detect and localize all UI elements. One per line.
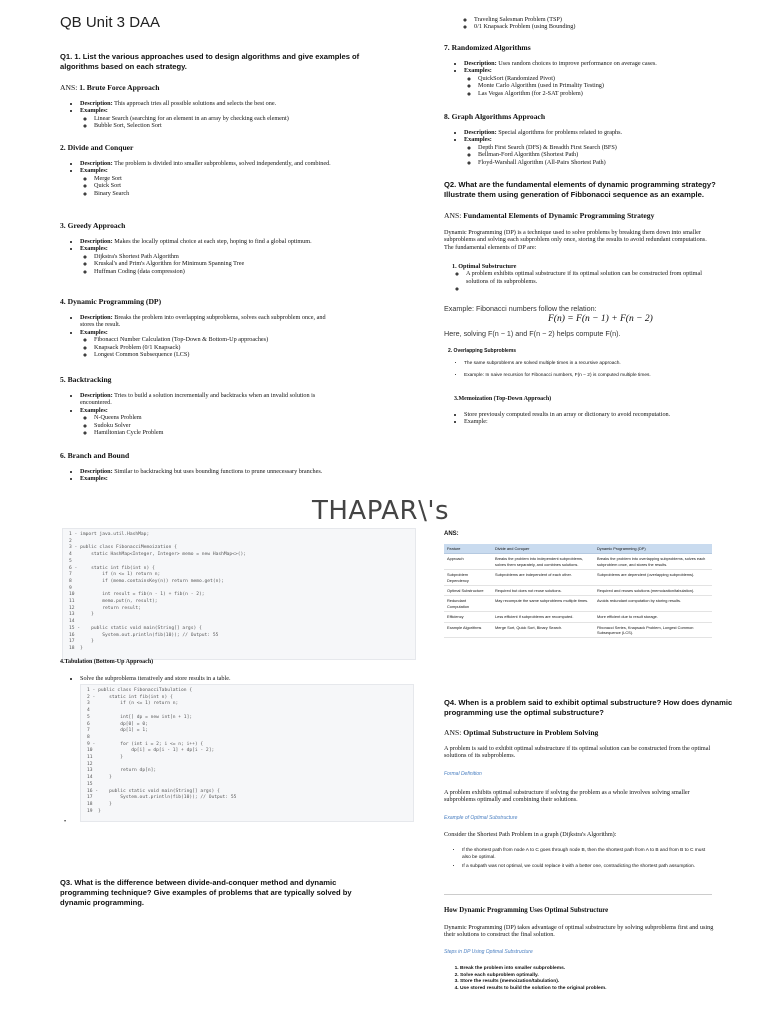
table-header: Feature [444, 544, 492, 554]
q3-question: Q3. What is the difference between divide-and-conquer method and dynamic programming technique? Give examples of problems that are typically solved by dynamic programming. [60, 878, 352, 907]
comparison-table [444, 544, 712, 638]
steps-link[interactable]: Steps in DP Using Optimal Substructure [444, 949, 533, 955]
dp-element-optimal-substructure: 1. Optimal Substructure ◦ A problem exhibits optimal substructure if its optimal solution can be constructed from optimal solutions of its subproblems. ◦ [452, 263, 712, 293]
section-divide-conquer: • Description: The problem is divided into smaller subproblems, solved independently, and combined. • Examples: ◦ Merge Sort ◦ Quick Sort ◦ Binary Search [64, 160, 334, 197]
code-line: 11 } [87, 755, 123, 761]
table-cell: Avoids redundant computation by storing results. [594, 596, 712, 612]
table-cell: Example Algorithms [444, 622, 492, 638]
code-line: 6 dp[0] = 0; [87, 721, 148, 727]
table-cell: Merge Sort, Quick Sort, Binary Search. [492, 622, 594, 638]
code-line: 11 memo.put(n, result); [69, 599, 158, 605]
code-line: 5 [69, 558, 72, 564]
divider [444, 894, 712, 895]
code-line: 9 [69, 585, 72, 591]
table-header: Divide and Conquer [492, 544, 594, 554]
table-cell: Less efficient if subproblems are recomputed. [492, 612, 594, 622]
code-line: 14 } [87, 775, 112, 781]
code-line: 7 if (n <= 1) return n; [69, 572, 161, 578]
code-line: 15 - public static void main(String[] args) { [69, 625, 202, 631]
table-row [444, 596, 712, 612]
empty-bullet: • [64, 819, 67, 825]
formal-definition-link[interactable]: Formal Definition [444, 771, 482, 777]
tabulation-title: 4.Tabulation (Bottom-Up Approach) [60, 659, 154, 665]
code-block-tabulation [80, 684, 414, 822]
code-line: 10 dp[i] = dp[i - 1] + dp[i - 2]; [87, 748, 215, 754]
section-title-branch-bound: 6. Branch and Bound [60, 451, 130, 460]
table-cell: Subproblems are dependent (overlapping subproblems). [594, 570, 712, 586]
code-line: 4 [87, 708, 90, 714]
code-line: 4 static HashMap<Integer, Integer> memo = new HashMap<>(); [69, 552, 247, 558]
code-line: 8 if (memo.containsKey(n)) return memo.get(n); [69, 578, 224, 584]
code-line: 9 - for (int i = 2; i <= n; i++) { [87, 741, 204, 747]
fib-formula: F(n) = F(n − 1) + F(n − 2) [548, 314, 653, 324]
table-header: Dynamic Programming (DP) [594, 544, 712, 554]
code-line: 3 if (n <= 1) return n; [87, 701, 179, 707]
section-greedy: • Description: Makes the locally optimal choice at each step, hoping to find a global optimum. • Examples: ◦ Dijkstra's Shortest Path Algorithm ◦ Kruskal's and Prim's Algorithm for Minimum Spanning Tree ◦ Huffman Coding (data compression) [64, 238, 334, 275]
table-cell: Breaks the problem into independent subproblems, solves them separately, and combines solutions. [492, 554, 594, 570]
q4-answer-heading: ANS: Optimal Substructure in Problem Solving [444, 728, 599, 737]
q2-answer-heading: ANS: Fundamental Elements of Dynamic Programming Strategy [444, 211, 655, 220]
dp-element-overlapping-title: 2. Overlapping Subproblems [448, 348, 517, 354]
dp-element-memoization: • Store previously computed results in an array or dictionary to avoid recomputation. • Example: [448, 411, 718, 426]
code-line: 16 System.out.println(fib(10)); // Output: 55 [69, 632, 219, 638]
code-line: 7 dp[1] = 1; [87, 728, 148, 734]
code-line: 8 [87, 734, 90, 740]
code-line: 13 } [69, 612, 94, 618]
code-line: 5 int[] dp = new int[n + 1]; [87, 714, 193, 720]
q1-question: Q1. 1. List the various approaches used to design algorithms and give examples of algorithms based on each strategy. [60, 52, 360, 71]
table-cell: Subproblems are independent of each other. [492, 570, 594, 586]
table-cell: Efficiency [444, 612, 492, 622]
table-row [444, 612, 712, 622]
q4-question: Q4. When is a problem said to exhibit optimal substructure? How does dynamic programming use the optimal substructure? [444, 698, 733, 717]
code-line: 6 - static int fib(int n) { [69, 565, 155, 571]
q4-bullets: • If the shortest path from node A to C goes through node B, then the shortest path from A to B and from B to C must also be optimal. • If a subpath was not optimal, we could replace it with a better one, contradicting the shortest path assumption. [452, 847, 714, 870]
table-cell: May recompute the same subproblems multiple times. [492, 596, 594, 612]
steps-list: 1. Break the problem into smaller subproblems. 2. Solve each subproblem optimally. 3. Store the results (memoization/tabulation). 4. Use stored results to build the solution to the original problem. [448, 966, 718, 992]
section-title-graph: 8. Graph Algorithms Approach [444, 112, 546, 121]
fib-example-line: Example: Fibonacci numbers follow the relation: [444, 304, 597, 313]
section-brute-force: • Description: This approach tries all possible solutions and selects the best one. • Examples: ◦ Linear Search (searching for an element in an array by checking each element) ◦ Bubble Sort, Selection Sort [64, 100, 364, 130]
table-header-row [444, 544, 712, 554]
code-line: 15 [87, 781, 93, 787]
code-line: 18 } [87, 801, 112, 807]
code-line: 12 [87, 761, 93, 767]
section-graph: • Description: Special algorithms for problems related to graphs. • Examples: ◦ Depth First Search (DFS) & Breadth First Search (BFS) ◦ Bellman-Ford Algorithm (Shortest Path) ◦ Floyd-Warshall Algorithm (All-Pairs Shortest Path) [448, 129, 718, 166]
table-cell: Subproblem Dependency [444, 570, 492, 586]
how-dp-title: How Dynamic Programming Uses Optimal Substructure [444, 907, 609, 914]
q4-paragraph-3: Consider the Shortest Path Problem in a graph (Dijkstra's Algorithm): [444, 831, 617, 838]
code-line: 17 } [69, 639, 94, 645]
dp-element-memoization-title: 3.Memoization (Top-Down Approach) [454, 396, 552, 402]
tabulation-bullet: • Solve the subproblems iteratively and store results in a table. [64, 675, 364, 682]
q3-answer-label: ANS: [444, 531, 459, 537]
q2-intro: Dynamic Programming (DP) is a technique used to solve problems by breaking them down into smaller subproblems and solving each subproblem only once, storing the results to avoid redundant computations. The fundamental elements of DP are: [444, 229, 707, 251]
code-line: 1 - public class FibonacciTabulation { [87, 688, 193, 693]
watermark: THAPAR\'s [312, 496, 450, 526]
code-line: 1 - import java.util.HashMap; [69, 532, 150, 537]
code-line: 12 return result; [69, 605, 141, 611]
q1-answer-heading: ANS: 1. Brute Force Approach [60, 83, 160, 92]
code-line: 2 [69, 538, 72, 544]
table-cell: Fibonacci Series, Knapsack Problem, Longest Common Subsequence (LCS). [594, 622, 712, 638]
table-cell: Required and reuses solutions (memoization/tabulation). [594, 586, 712, 596]
table-cell: Breaks the problem into overlapping subproblems, solves each subproblem once, and stores the results. [594, 554, 712, 570]
table-cell: Redundant Computation [444, 596, 492, 612]
section-backtracking: • Description: Tries to build a solution incrementally and backtracks when an invalid solution is encountered. • Examples: ◦ N-Queens Problem ◦ Sudoku Solver ◦ Hamiltonian Cycle Problem [64, 392, 334, 436]
table-row [444, 570, 712, 586]
code-line: 19 } [87, 808, 101, 814]
table-row [444, 622, 712, 638]
table-cell: Approach [444, 554, 492, 570]
code-line: 2 - static int fib(int n) { [87, 694, 173, 700]
page-title: QB Unit 3 DAA [60, 14, 161, 31]
code-line: 14 [69, 619, 75, 625]
section-title-greedy: 3. Greedy Approach [60, 221, 126, 230]
fib-here-line: Here, solving F(n − 1) and F(n − 2) helps compute F(n). [444, 329, 621, 338]
section-title-divide: 2. Divide and Conquer [60, 143, 134, 152]
code-block-memoization [62, 528, 416, 660]
code-line: 18 } [69, 645, 83, 651]
section-randomized: • Description: Uses random choices to improve performance on average cases. • Examples: ◦ QuickSort (Randomized Pivot) ◦ Monte Carlo Algorithm (used in Primality Testing) ◦ Las Vegas Algorithm (for 2-SAT problem) [448, 60, 718, 97]
table-cell: Optimal Substructure [444, 586, 492, 596]
table-cell: More efficient due to result storage. [594, 612, 712, 622]
section-title-randomized: 7. Randomized Algorithms [444, 43, 531, 52]
code-line: 16 - public static void main(String[] args) { [87, 788, 220, 794]
q4-paragraph-4: Dynamic Programming (DP) takes advantage of optimal substructure by solving subproblems first and using their solutions to construct the final solution. [444, 924, 714, 939]
section-dp: • Description: Breaks the problem into overlapping subproblems, solves each subproblem once, and stores the result. • Examples: ◦ Fibonacci Number Calculation (Top-Down & Bottom-Up approaches) ◦ Knapsack Problem (0/1 Knapsack) ◦ Longest Common Subsequence (LCS) [64, 314, 334, 358]
q2-question: Q2. What are the fundamental elements of dynamic programming strategy? Illustrate them using generation of Fibbonacci sequence as an example. [444, 180, 716, 199]
section-branch-bound: • Description: Similar to backtracking but uses bounding functions to prune unnecessary branches. • Examples: [64, 468, 334, 483]
q4-paragraph-2: A problem exhibits optimal substructure if solving the problem as a whole involves solving smaller subproblems optimally and combining their solutions. [444, 789, 690, 804]
example-link[interactable]: Example of Optimal Substructure [444, 815, 518, 821]
code-line: 13 return dp[n]; [87, 768, 157, 774]
table-cell: Required but does not reuse solutions. [492, 586, 594, 596]
code-line: 3 - public class FibonacciMemoization { [69, 545, 177, 551]
code-line: 17 System.out.println(fib(10)); // Output: 55 [87, 795, 237, 801]
branch-bound-examples: ◦ Traveling Salesman Problem (TSP) ◦ 0/1 Knapsack Problem (using Bounding) [460, 16, 720, 31]
section-title-backtracking: 5. Backtracking [60, 375, 112, 384]
q4-paragraph-1: A problem is said to exhibit optimal substructure if its optimal solution can be constructed from the optimal solutions of its subproblems. [444, 745, 711, 760]
section-title-dp: 4. Dynamic Programming (DP) [60, 297, 162, 306]
code-line: 10 int result = fib(n - 1) + fib(n - 2); [69, 592, 205, 598]
table-row [444, 586, 712, 596]
dp-element-overlapping: • The same subproblems are solved multiple times in a recursive approach. • Example: In naive recursion for Fibonacci numbers, F(n − 2) is computed multiple times. [452, 360, 714, 379]
table-row [444, 554, 712, 570]
